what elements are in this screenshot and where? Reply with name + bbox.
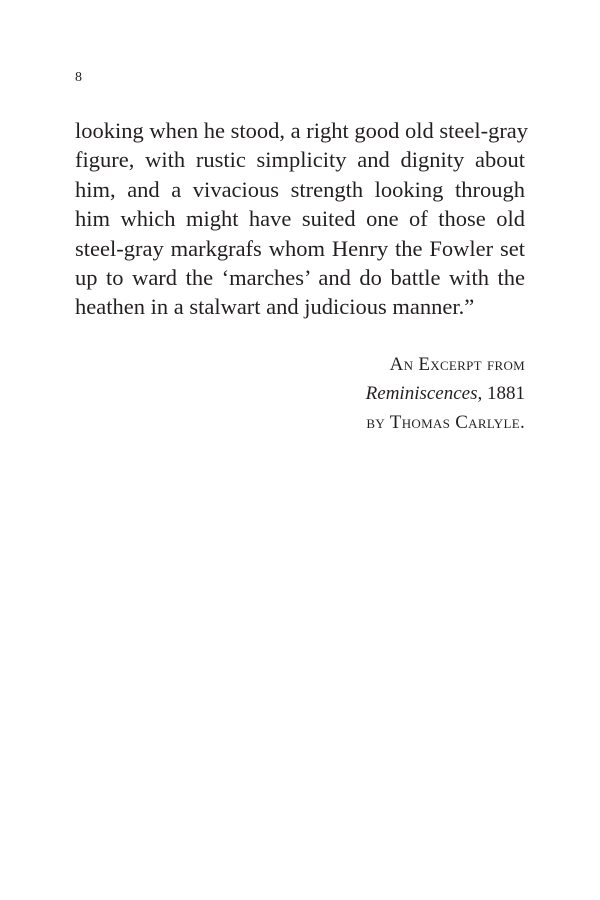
attribution	[366, 350, 525, 437]
body-text-line: looking when he stood, a right good old steel-gray	[75, 118, 529, 143]
book-title: Reminiscences	[365, 383, 478, 404]
body-text-line: up to ward the ‘marches’ and do battle with the	[75, 265, 525, 291]
attribution-source	[366, 379, 525, 408]
attribution-heading: An Excerpt from	[389, 354, 525, 375]
body-text-line: steel-gray markgrafs whom Henry the Fowler set	[75, 235, 525, 261]
body-text	[75, 116, 529, 322]
book-year: , 1881	[477, 383, 525, 404]
body-text-line: him, and a vivacious strength looking through	[75, 176, 525, 202]
page-number: 8	[75, 70, 82, 85]
body-text-line: heathen in a stalwart and judicious manner.”	[75, 294, 475, 320]
body-text-line: figure, with rustic simplicity and dignity about	[75, 147, 525, 173]
body-text-line: him which might have suited one of those old	[75, 206, 525, 232]
attribution-author: by Thomas Carlyle.	[366, 412, 525, 433]
